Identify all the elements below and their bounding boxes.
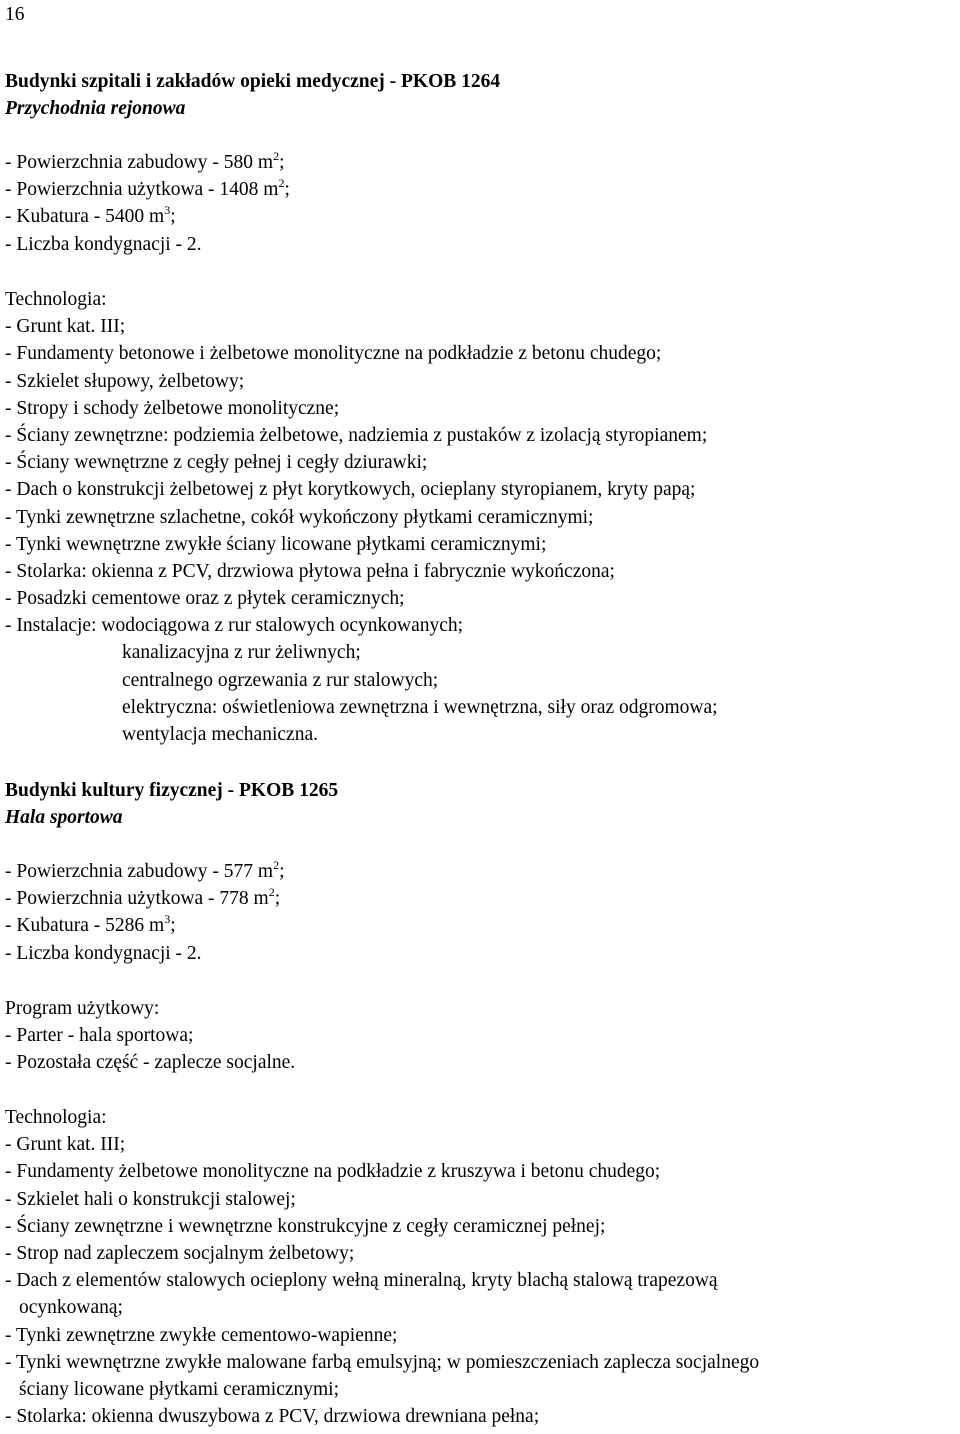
list-item: - Dach o konstrukcji żelbetowej z płyt korytkowych, ocieplany styropianem, kryty papą; — [5, 479, 696, 501]
parameter-suffix: ; — [170, 915, 176, 937]
parameter-suffix: ; — [284, 179, 290, 201]
list-item: - Szkielet hali o konstrukcji stalowej; — [5, 1188, 296, 1210]
parameter-text: - Liczba kondygnacji - 2. — [5, 233, 202, 255]
unit-exponent: 3 — [164, 911, 171, 926]
section-hospital — [5, 68, 957, 122]
program-list — [5, 1022, 957, 1076]
unit-exponent: 2 — [273, 857, 280, 872]
list-item: - Tynki zewnętrzne zwykłe cementowo-wapienne; — [5, 1324, 398, 1346]
section-subtitle: Przychodnia rejonowa — [5, 98, 186, 120]
list-item: - Stolarka: okienna dwuszybowa z PCV, drzwiowa drewniana pełna; — [5, 1406, 540, 1428]
technology-list — [5, 313, 957, 639]
technology-section — [5, 286, 957, 748]
parameters-list — [5, 858, 957, 967]
parameter-suffix: ; — [279, 861, 285, 882]
list-item — [5, 1349, 957, 1403]
list-item: - Tynki wewnętrzne zwykłe ściany licowane płytkami ceramicznymi; — [5, 533, 547, 555]
section-sports — [5, 777, 957, 831]
unit-exponent: 2 — [278, 175, 285, 190]
list-item: - Stropy i schody żelbetowe monolityczne; — [5, 397, 340, 419]
parameter-text: - Kubatura - 5400 m — [5, 206, 165, 228]
section-subtitle: Hala sportowa — [5, 807, 123, 829]
parameter-item — [5, 149, 957, 176]
parameter-item — [5, 912, 957, 939]
technology-list — [5, 1131, 957, 1430]
unit-exponent: 2 — [268, 884, 275, 899]
installations-list — [5, 639, 957, 748]
parameter-item — [5, 203, 957, 230]
list-item: - Ściany zewnętrzne i wewnętrzne konstrukcyjne z cegły ceramicznej pełnej; — [5, 1215, 606, 1237]
unit-exponent: 2 — [273, 148, 280, 163]
list-item: - Instalacje: wodociągowa z rur stalowych ocynkowanych; — [5, 615, 464, 637]
list-item: - Posadzki cementowe oraz z płytek ceramicznych; — [5, 588, 405, 610]
parameter-text: - Powierzchnia zabudowy - 580 m — [5, 152, 274, 173]
list-item: - Szkielet słupowy, żelbetowy; — [5, 370, 245, 392]
list-item-continuation: ocynkowaną; — [19, 1297, 123, 1319]
section-title: Budynki kultury fizycznej - PKOB 1265 — [5, 780, 339, 801]
parameter-item — [5, 231, 957, 258]
installation-item: elektryczna: oświetleniowa zewnętrzna i wewnętrzna, siły oraz odgromowa; — [122, 696, 718, 718]
installation-item: kanalizacyjna z rur żeliwnych; — [122, 642, 361, 664]
parameter-text: - Kubatura - 5286 m — [5, 915, 165, 937]
installation-item: centralnego ogrzewania z rur stalowych; — [122, 669, 439, 691]
list-item: - Tynki zewnętrzne szlachetne, cokół wykończony płytkami ceramicznymi; — [5, 506, 594, 528]
program-heading: Program użytkowy: — [5, 998, 160, 1019]
list-item — [5, 1267, 957, 1321]
list-item: - Grunt kat. III; — [5, 1134, 126, 1156]
section-title: Budynki szpitali i zakładów opieki medycznej - PKOB 1264 — [5, 71, 501, 92]
list-item: - Stolarka: okienna z PCV, drzwiowa płytowa pełna i fabrycznie wykończona; — [5, 560, 615, 582]
technology-section — [5, 1104, 957, 1430]
list-item: - Parter - hala sportowa; — [5, 1025, 194, 1047]
parameter-suffix: ; — [279, 152, 285, 173]
list-item: - Pozostała część - zaplecze socjalne. — [5, 1052, 296, 1074]
list-item-continuation: ściany licowane płytkami ceramicznymi; — [19, 1378, 340, 1400]
parameter-text: - Liczba kondygnacji - 2. — [5, 942, 202, 964]
list-item: - Fundamenty żelbetowe monolityczne na podkładzie z kruszywa i betonu chudego; — [5, 1161, 661, 1183]
list-item: - Ściany zewnętrzne: podziemia żelbetowe, nadziemia z pustaków z izolacją styropianem; — [5, 424, 708, 446]
unit-exponent: 3 — [164, 202, 171, 217]
page-number: 16 — [5, 4, 25, 25]
parameter-suffix: ; — [274, 888, 281, 910]
parameter-text: - Powierzchnia użytkowa - 778 m — [5, 888, 269, 910]
list-item: - Grunt kat. III; — [5, 316, 126, 338]
technology-heading: Technologia: — [5, 289, 107, 310]
parameter-item — [5, 858, 957, 885]
parameter-text: - Powierzchnia zabudowy - 577 m — [5, 861, 274, 882]
list-item-text: - Tynki wewnętrzne zwykłe malowane farbą emulsyjną; w pomieszczeniach zaplecza socjalnego — [5, 1351, 760, 1373]
list-item: - Ściany wewnętrzne z cegły pełnej i cegły dziurawki; — [5, 452, 428, 474]
list-item: - Fundamenty betonowe i żelbetowe monolityczne na podkładzie z betonu chudego; — [5, 343, 662, 365]
technology-heading: Technologia: — [5, 1107, 107, 1128]
installation-item: wentylacja mechaniczna. — [122, 724, 318, 745]
parameter-text: - Powierzchnia użytkowa - 1408 m — [5, 179, 279, 201]
parameter-item — [5, 176, 957, 203]
parameter-item — [5, 940, 957, 967]
parameter-suffix: ; — [170, 206, 176, 228]
parameters-list — [5, 149, 957, 258]
list-item: - Strop nad zapleczem socjalnym żelbetowy; — [5, 1242, 355, 1264]
parameter-item — [5, 885, 957, 912]
list-item-text: - Dach z elementów stalowych ocieplony wełną mineralną, kryty blachą stalową trapezową — [5, 1270, 718, 1292]
program-section — [5, 995, 957, 1077]
